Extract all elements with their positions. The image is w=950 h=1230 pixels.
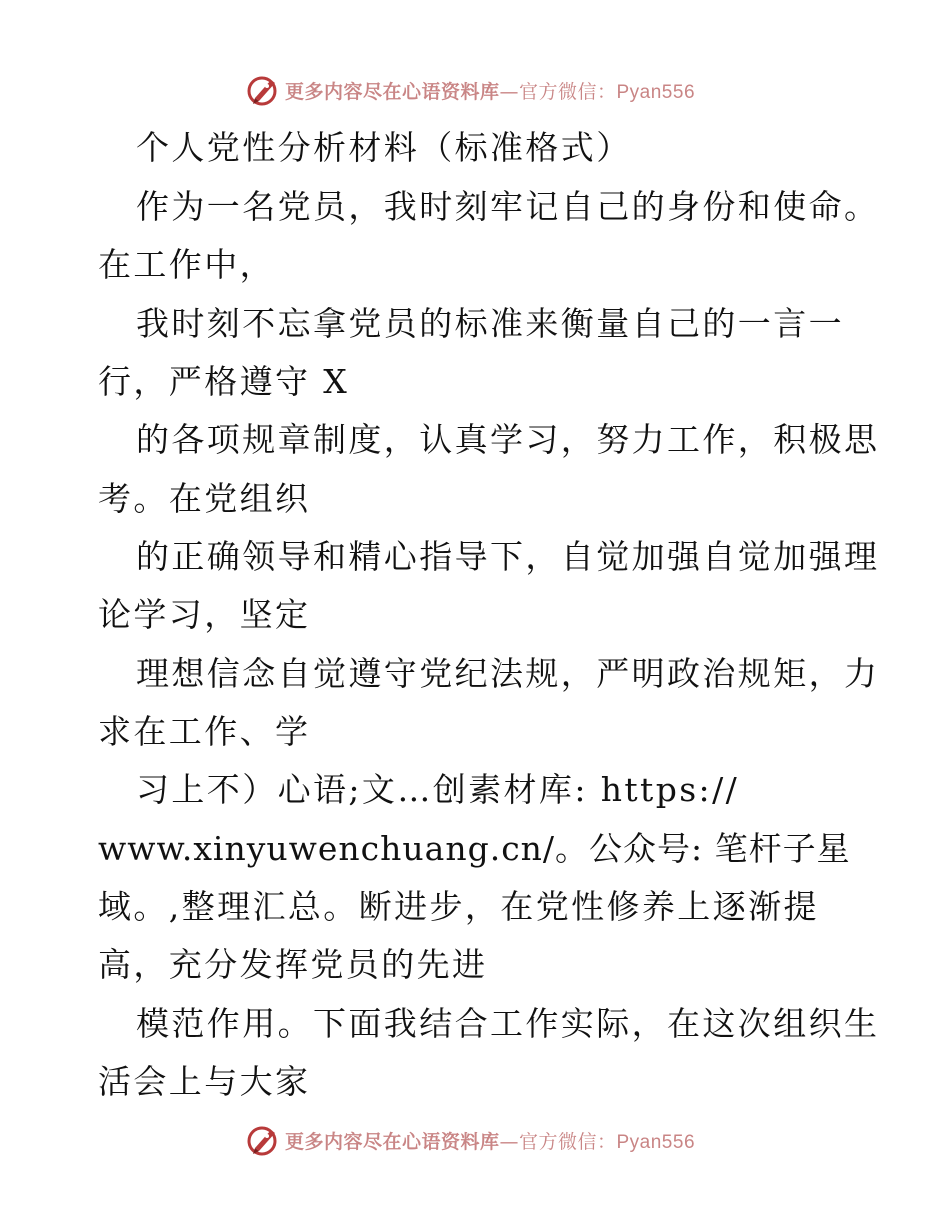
text-line: 求在工作、学 [98, 712, 311, 751]
header-watermark [0, 70, 950, 110]
pen-logo-icon [245, 72, 281, 108]
text-line: 习上不）心语;文…创素材库: https:// [136, 770, 740, 809]
watermark-suffix: 官方微信： [518, 80, 617, 103]
text-line: 论学习，坚定 [98, 595, 311, 634]
watermark-id: Pyan556 [616, 81, 696, 103]
text-line: 行，严格遵守 X [98, 362, 350, 401]
text-line: 作为一名党员，我时刻牢记自己的身份和使命。 [136, 187, 880, 226]
watermark-main: 更多内容尽在心语资料库 [284, 1130, 500, 1153]
watermark-dash: — [499, 1130, 519, 1153]
text-line: 模范作用。下面我结合工作实际，在这次组织生 [136, 1004, 880, 1043]
document-title: 个人党性分析材料（标准格式） [136, 128, 632, 167]
text-line: 考。在党组织 [98, 479, 311, 518]
text-line: 的正确领导和精心指导下，自觉加强自觉加强理 [136, 537, 880, 576]
text-line: 活会上与大家 [98, 1062, 311, 1101]
text-line: 理想信念自觉遵守党纪法规，严明政治规矩，力 [136, 654, 880, 693]
text-line: 在工作中， [98, 245, 275, 284]
text-line: 域。,整理汇总。断进步，在党性修养上逐渐提 [98, 887, 819, 926]
text-line: www.xinyuwenchuang.cn/。公众号: 笔杆子星 [98, 829, 851, 868]
text-line: 的各项规章制度，认真学习，努力工作，积极思 [136, 420, 880, 459]
text-line: 我时刻不忘拿党员的标准来衡量自己的一言一 [136, 304, 844, 343]
pen-logo-icon [245, 1122, 281, 1158]
watermark-main: 更多内容尽在心语资料库 [284, 80, 500, 103]
text-line: 高，充分发挥党员的先进 [98, 945, 488, 984]
watermark-suffix: 官方微信： [518, 1130, 617, 1153]
watermark-dash: — [499, 80, 519, 103]
footer-watermark [0, 1120, 950, 1160]
watermark-id: Pyan556 [616, 1131, 696, 1153]
